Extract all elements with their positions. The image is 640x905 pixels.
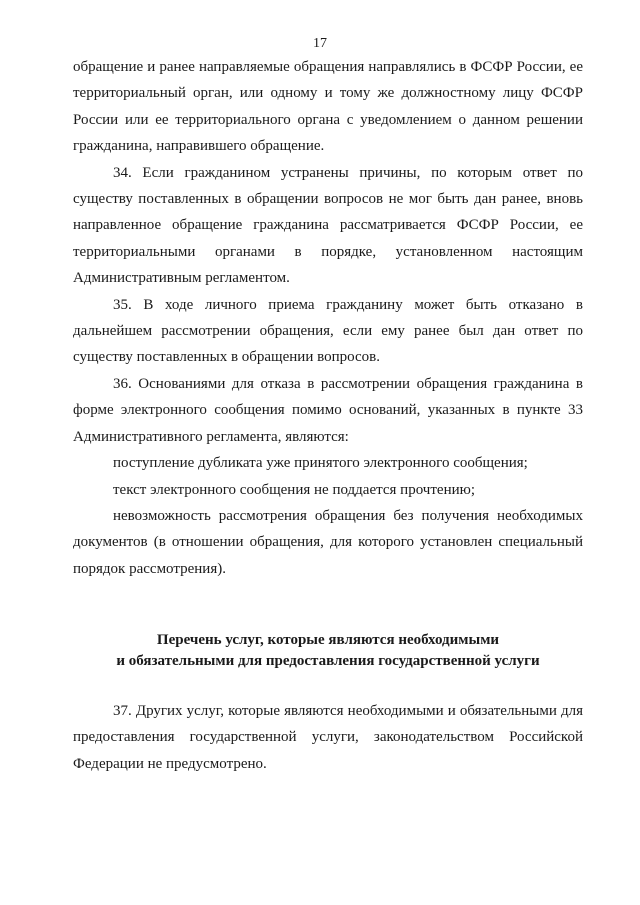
page-number: 17 bbox=[313, 36, 327, 51]
list-item-unreadable: текст электронного сообщения не поддается прочтению; bbox=[113, 481, 475, 498]
paragraph-36: 36. Основаниями для отказа в рассмотрении обращения гражданина в форме электронного сообщения помимо оснований, указанных в пункте 33 Административного регламента, являются: bbox=[73, 375, 583, 445]
section-heading-line-2: и обязательными для предоставления государственной услуги bbox=[116, 653, 540, 669]
list-item-impossible: невозможность рассмотрения обращения без получения необходимых документов (в отношении обращения, для которого установлен специальный порядок рассмотрения). bbox=[73, 507, 583, 577]
paragraph-34: 34. Если гражданином устранены причины, по которым ответ по существу поставленных в обращении вопросов не мог быть дан ранее, вновь направленное обращение гражданина рассматривается ФСФР России, ее территориальными органами в порядке, установленном настоящим Административным регламентом. bbox=[73, 164, 583, 287]
document-body-top bbox=[73, 54, 583, 582]
paragraph-continuation: обращение и ранее направляемые обращения направлялись в ФСФР России, ее территориальный орган, или одному и тому же должностному лицу ФСФР России или ее территориального органа с уведомлением о данном решении гражданина, направившего обращение. bbox=[73, 59, 583, 155]
section-heading-line-1: Перечень услуг, которые являются необходимыми bbox=[156, 632, 500, 648]
paragraph-35: 35. В ходе личного приема гражданину может быть отказано в дальнейшем рассмотрении обращения, если ему ранее был дан ответ по существу поставленных в обращении вопросов. bbox=[73, 296, 583, 366]
list-item-duplicate: поступление дубликата уже принятого электронного сообщения; bbox=[113, 455, 528, 472]
document-body-bottom bbox=[73, 698, 583, 777]
paragraph-37: 37. Других услуг, которые являются необходимыми и обязательными для предоставления государственной услуги, законодательством Российской Федерации не предусмотрено. bbox=[73, 703, 583, 772]
section-heading bbox=[73, 630, 583, 672]
